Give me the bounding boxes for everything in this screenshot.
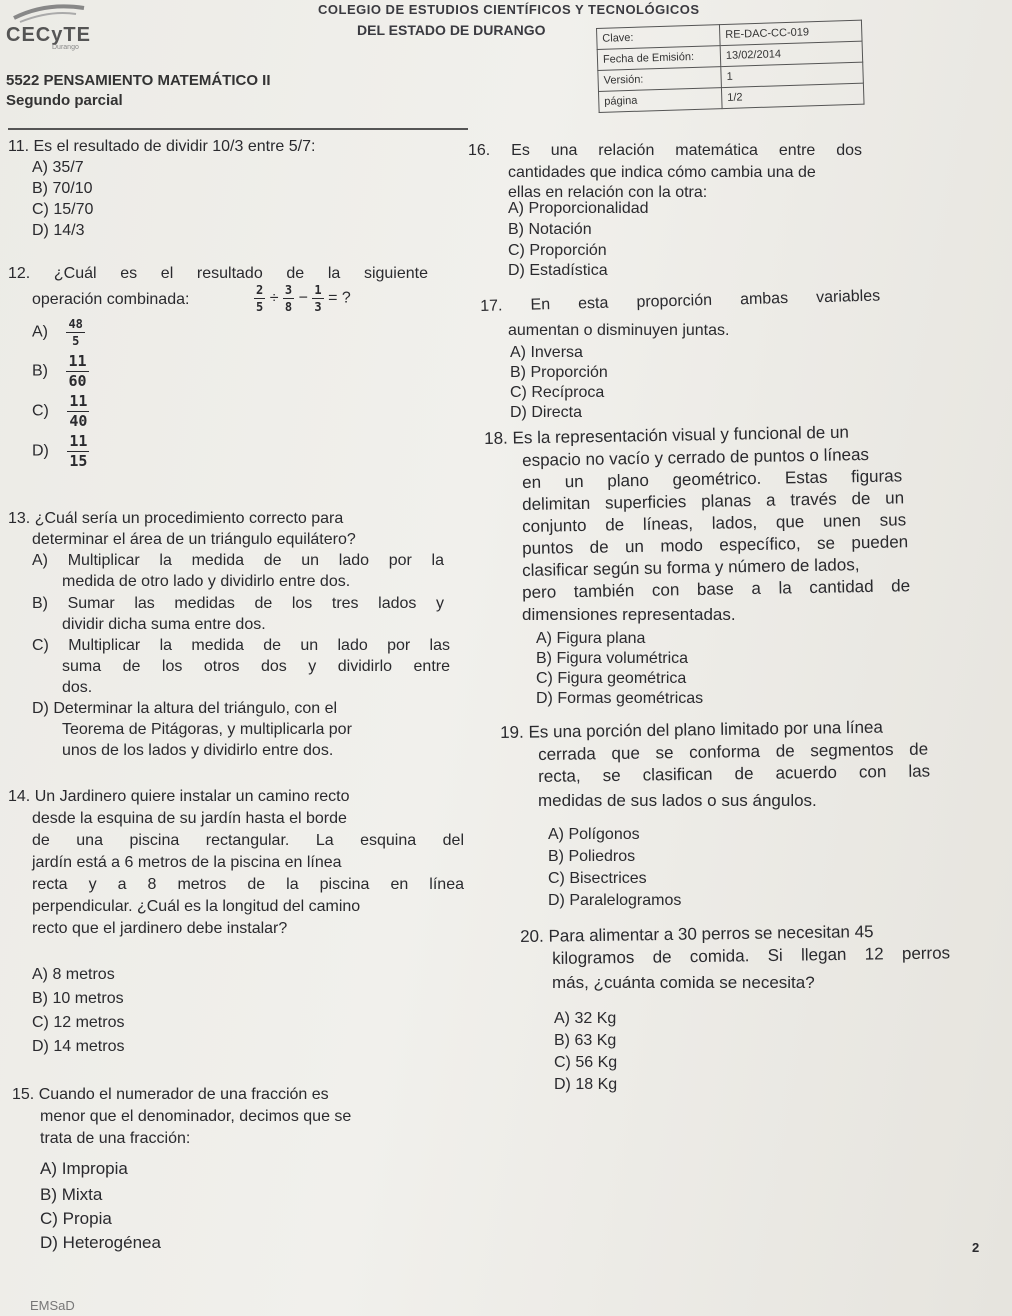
q15-line: 15. Cuando el numerador de una fracción es bbox=[12, 1086, 329, 1103]
q14-line: jardín está a 6 metros de la piscina en línea bbox=[32, 854, 342, 871]
logo-subtext: Durango bbox=[52, 44, 79, 51]
q13-line: 13. ¿Cuál sería un procedimiento correcto para bbox=[8, 510, 344, 527]
q11-option-b: B) 70/10 bbox=[32, 180, 93, 197]
q12-option-b: B) $\frac{11}{60}$ bbox=[32, 352, 87, 390]
meta-label: Versión: bbox=[598, 67, 722, 92]
q20-option-c: C) 56 Kg bbox=[554, 1054, 618, 1071]
q19-option-a: A) Polígonos bbox=[548, 826, 640, 843]
operator: ÷ bbox=[269, 289, 279, 307]
q19-line: recta, se clasifican de acuerdo con las bbox=[538, 761, 931, 786]
q16-option-d: D) Estadística bbox=[508, 262, 608, 279]
q12-stem-line: operación combinada: bbox=[32, 291, 190, 308]
q13-line: determinar el área de un triángulo equilátero? bbox=[32, 531, 356, 548]
page-number: 2 bbox=[972, 1240, 980, 1255]
q20-line: kilogramos de comida. Si llegan 12 perros bbox=[552, 943, 951, 968]
q19-line: 19. Es una porción del plano limitado por una línea bbox=[500, 717, 884, 742]
q18-option-d: D) Formas geométricas bbox=[536, 690, 704, 707]
q20-line: 20. Para alimentar a 30 perros se necesitan 45 bbox=[520, 922, 874, 946]
fraction: $\frac{1}{3}$ bbox=[314, 283, 322, 314]
q14-line: recta y a 8 metros de la piscina en línea bbox=[32, 876, 464, 893]
q18-line: pero también con base a la cantidad de bbox=[522, 576, 911, 602]
meta-label: página bbox=[598, 88, 722, 113]
footer-label: EMSaD bbox=[30, 1298, 75, 1313]
q14-line: 14. Un Jardinero quiere instalar un camino recto bbox=[8, 788, 350, 805]
q18-line: delimitan superficies planas a través de un bbox=[522, 488, 905, 514]
q13-option-c: C) Multiplicar la medida de un lado por las bbox=[32, 637, 450, 654]
document-control-table bbox=[596, 20, 865, 113]
fraction: $\frac{3}{8}$ bbox=[284, 283, 293, 314]
q11-option-a: A) 35/7 bbox=[32, 159, 84, 176]
q18-option-b: B) Figura volumétrica bbox=[536, 650, 689, 667]
q14-option-c: C) 12 metros bbox=[32, 1014, 125, 1031]
q17-option-b: B) Proporción bbox=[510, 364, 608, 381]
fraction: $\frac{11}{40}$ bbox=[69, 392, 88, 430]
logo-text: CECyTE bbox=[6, 24, 91, 46]
fraction: $\frac{11}{15}$ bbox=[69, 432, 88, 470]
q18-option-a: A) Figura plana bbox=[536, 630, 646, 647]
meta-value: 13/02/2014 bbox=[720, 41, 863, 66]
q12-expression bbox=[254, 284, 351, 313]
q13-option-a-cont: medida de otro lado y dividirlo entre dos. bbox=[62, 573, 351, 590]
q13-option-c-cont: dos. bbox=[62, 679, 93, 696]
q19-option-d: D) Paralelogramos bbox=[548, 892, 682, 909]
q11-option-d: D) 14/3 bbox=[32, 222, 85, 239]
q14-option-a: A) 8 metros bbox=[32, 966, 115, 983]
q12-option-a: A) $\frac{48}{5}$ bbox=[32, 317, 83, 348]
q13-option-d-cont: unos de los lados y dividirlo entre dos. bbox=[62, 742, 334, 759]
q14-line: perpendicular. ¿Cuál es la longitud del camino bbox=[32, 898, 361, 915]
q17-option-a: A) Inversa bbox=[510, 344, 583, 361]
q20-option-b: B) 63 Kg bbox=[554, 1032, 617, 1049]
q18-line: dimensiones representadas. bbox=[522, 605, 736, 624]
q15-option-d: D) Heterogénea bbox=[40, 1233, 161, 1252]
q17-line: aumentan o disminuyen juntas. bbox=[508, 322, 730, 339]
q16-option-a: A) Proporcionalidad bbox=[508, 200, 649, 217]
meta-label: Fecha de Emisión: bbox=[597, 46, 721, 71]
q19-line: medidas de sus lados o sus ángulos. bbox=[538, 791, 817, 810]
q16-line: cantidades que indica cómo cambia una de bbox=[508, 164, 816, 181]
q11-stem: 11. Es el resultado de dividir 10/3 entre 5/7: bbox=[8, 138, 316, 155]
q18-line: espacio no vacío y cerrado de puntos o líneas bbox=[522, 444, 870, 470]
q18-line: 18. Es la representación visual y funcional de un bbox=[484, 422, 850, 448]
q13-option-c-cont: suma de los otros dos y dividirlo entre bbox=[62, 658, 450, 675]
q12-option-d: D) $\frac{11}{15}$ bbox=[32, 432, 88, 470]
equals-question: = ? bbox=[328, 289, 351, 307]
q20-option-a: A) 32 Kg bbox=[554, 1010, 617, 1027]
school-state: DEL ESTADO DE DURANGO bbox=[357, 22, 546, 38]
meta-value: RE-DAC-CC-019 bbox=[719, 20, 862, 45]
fraction: $\frac{11}{60}$ bbox=[68, 352, 87, 390]
q12-stem-line: 12. ¿Cuál es el resultado de la siguiente bbox=[8, 265, 428, 282]
q18-line: conjunto de líneas, lados, que unen sus bbox=[522, 510, 907, 536]
q19-option-b: B) Poliedros bbox=[548, 848, 636, 865]
header-divider bbox=[8, 128, 468, 130]
q14-option-b: B) 10 metros bbox=[32, 990, 124, 1007]
q13-option-b-cont: dividir dicha suma entre dos. bbox=[62, 616, 266, 633]
q19-line: cerrada que se conforma de segmentos de bbox=[538, 739, 929, 764]
q20-option-d: D) 18 Kg bbox=[554, 1076, 618, 1093]
q14-option-d: D) 14 metros bbox=[32, 1038, 125, 1055]
fraction: $\frac{2}{5}$ bbox=[256, 283, 264, 314]
q17-option-c: C) Recíproca bbox=[510, 384, 605, 401]
q15-option-c: C) Propia bbox=[40, 1209, 112, 1228]
q17-option-d: D) Directa bbox=[510, 404, 583, 421]
q13-option-d: D) Determinar la altura del triángulo, con el bbox=[32, 700, 338, 717]
q16-option-c: C) Proporción bbox=[508, 242, 607, 259]
q15-option-b: B) Mixta bbox=[40, 1185, 103, 1204]
q16-option-b: B) Notación bbox=[508, 221, 592, 238]
q15-option-a: A) Impropia bbox=[40, 1159, 128, 1178]
meta-label: Clave: bbox=[597, 25, 721, 50]
q18-line: clasificar según su forma y número de lados, bbox=[522, 555, 860, 580]
operator: − bbox=[298, 289, 308, 307]
q16-line: ellas en relación con la otra: bbox=[508, 184, 708, 201]
q15-line: menor que el denominador, decimos que se bbox=[40, 1108, 352, 1125]
q18-option-c: C) Figura geométrica bbox=[536, 670, 687, 687]
q19-option-c: C) Bisectrices bbox=[548, 870, 647, 887]
exam-partial: Segundo parcial bbox=[6, 92, 123, 109]
fraction: $\frac{48}{5}$ bbox=[68, 317, 83, 348]
q17-line: 17. En esta proporción ambas variables bbox=[480, 287, 881, 315]
q16-line: 16. Es una relación matemática entre dos bbox=[468, 142, 862, 159]
q15-line: trata de una fracción: bbox=[40, 1130, 191, 1147]
q14-line: recto que el jardinero debe instalar? bbox=[32, 920, 288, 937]
q12-option-c: C) $\frac{11}{40}$ bbox=[32, 392, 88, 430]
q13-option-d-cont: Teorema de Pitágoras, y multiplicarla por bbox=[62, 721, 352, 738]
meta-value: 1 bbox=[721, 62, 864, 87]
q18-line: puntos de un modo específico, se pueden bbox=[522, 532, 909, 558]
q13-option-b: B) Sumar las medidas de los tres lados y bbox=[32, 595, 444, 612]
q18-line: en un plano geométrico. Estas figuras bbox=[522, 466, 903, 492]
subject-title: 5522 PENSAMIENTO MATEMÁTICO II bbox=[6, 72, 271, 89]
q14-line: desde la esquina de su jardín hasta el borde bbox=[32, 810, 347, 827]
meta-value: 1/2 bbox=[721, 83, 864, 108]
q20-line: más, ¿cuánta comida se necesita? bbox=[552, 973, 815, 992]
q13-option-a: A) Multiplicar la medida de un lado por la bbox=[32, 552, 444, 569]
school-name: COLEGIO DE ESTUDIOS CIENTÍFICOS Y TECNOLÓGICOS bbox=[318, 2, 700, 17]
q14-line: de una piscina rectangular. La esquina del bbox=[32, 832, 464, 849]
q11-option-c: C) 15/70 bbox=[32, 201, 94, 218]
